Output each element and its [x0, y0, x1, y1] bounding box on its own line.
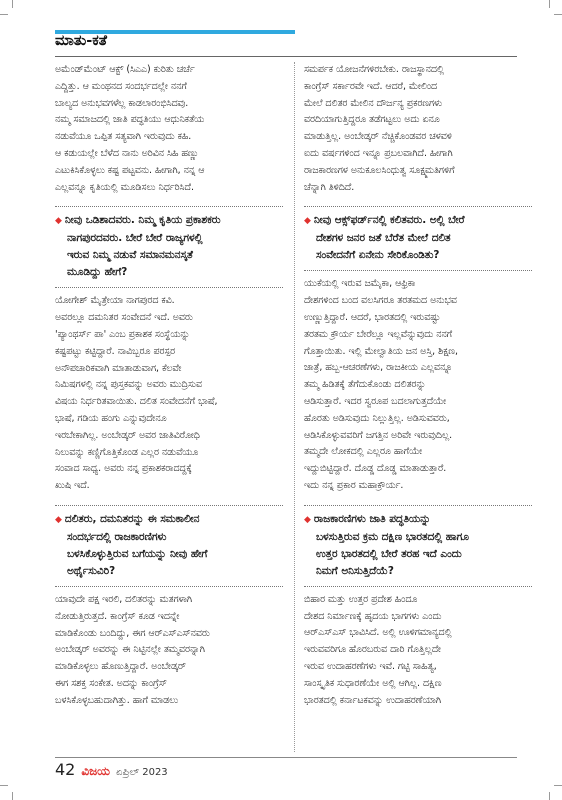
- question-text: ನಿಮಗೆ ಅನಿಸುತ್ತಿದೆಯೆ?: [316, 564, 394, 577]
- text-line: ಎಟುಕಿಸಿಕೊಳ್ಳಲು ಕಷ್ಟ ಪಟ್ಟವನು. ಹೀಗಾಗಿ, ನನ್ನ ಆ: [55, 164, 205, 176]
- text-line: ಕಷ್ಟಪಟ್ಟು ಕಟ್ಟಿದ್ದಾರೆ. ನಾವಿಬ್ಬರೂ ಪರಸ್ಪರ: [55, 345, 176, 357]
- text-line: ಭಾಷೆ, ಗಡಿಯ ಹಂಗು ಎನ್ನುವುದೇನೂ: [55, 412, 167, 424]
- text-line: ಇರುವ ಉದಾಹರಣೆಗಳು ಇವೆ. ಗಟ್ಟಿ ಸಾಹಿತ್ಯ,: [304, 660, 437, 672]
- question-text: ಅರ್ಥೈಸುವಿರಿ?: [67, 564, 116, 577]
- text-line: ಆರ್‌ಎಸ್‌ಎಸ್ ಭಾವಿಸಿದೆ. ಅಲ್ಲಿ ಊಳಿಗಮಾನ್ಯದಲ್ಲಿ: [304, 627, 452, 639]
- text-line: ಇದ್ದುಬಿಟ್ಟಿದ್ದಾರೆ. ದೊಡ್ಡ ದೊಡ್ಡ ಮಾತಾಡುತ್ತಾರೆ.: [304, 463, 447, 475]
- text-line: ಇರಬೇಕಾಗಿಲ್ಲ. ಅಂಬೇಡ್ಕರ್ ಅವರ ಜಾತಿವಿರೋಧಿ: [55, 429, 200, 441]
- answer-paragraph: [55, 592, 283, 710]
- question-text: ಸಂವೇದನೆಗೆ ಏನೇನು ಸೇರಿಕೊಂಡಿತು?: [316, 249, 440, 262]
- question-block: [55, 206, 283, 288]
- text-line: ತಮ್ಮ ಹಿಡಿತಕ್ಕೆ ತೆಗೆದುಕೊಂಡು ದಲಿತರನ್ನು: [304, 379, 426, 391]
- question-line: [55, 230, 283, 247]
- text-line: ಯೋಗೇಶ್ ಮೈತ್ರೇಯಾ ನಾಗಪುರದ ಕವಿ.: [55, 295, 175, 307]
- text-line: ಯಾವುದೇ ಪಕ್ಷ ಇರಲಿ, ದಲಿತರನ್ನು ಮತಗಳಾಗಿ: [55, 593, 193, 605]
- text-line: ತರತಮ ಕ್ರೌರ್ಯ ಬೇರೆಲ್ಲೂ ಇಲ್ಲವೆನ್ನುವುದು ನನಗೆ: [304, 328, 453, 340]
- text-line: ಹೊರತು ಅಡಿಸುವುದು ನಿಲ್ಲುತ್ತಿಲ್ಲ. ಅಡಿಸುವವರು,: [304, 412, 450, 424]
- question-text: ರಾಜಕಾರಣಿಗಳು ಜಾತಿ ಪದ್ಧತಿಯನ್ನು: [313, 512, 431, 525]
- text-line: ಸಮರ್ಪಕ ಯೋಜನೆಗಳಿರಬೇಕು. ರಾಜಸ್ಥಾನದಲ್ಲಿ: [304, 64, 444, 75]
- crop-mark: [554, 785, 562, 786]
- answer-paragraph: [304, 276, 532, 494]
- text-line: ಎದ್ದಿತ್ತು. ಆ ಮಂಥನದ ಸಂದರ್ಭದಲ್ಲೇ ನನಗೆ: [55, 80, 187, 92]
- crop-mark: [549, 0, 550, 8]
- text-line: ಆಡಿಸಿಕೊಳ್ಳುವವರಿಗೆ ಜಗತ್ತಿನ ಅರಿವೇ ಇರುವುದಿಲ್ಲ.: [304, 429, 453, 441]
- text-line: ಬಿಹಾರ ಮತ್ತು ಉತ್ತರ ಪ್ರದೇಶ ಹಿಂದೂ: [304, 593, 418, 605]
- text-line: ದೇಶಗಳಿಂದ ಬಂದ ವಲಸಿಗರೂ ತರತಮದ ಅನುಭವ: [304, 295, 457, 307]
- section-title: ಮಾತು-ಕತೆ: [55, 33, 108, 49]
- right-column: [304, 62, 532, 709]
- question-line: [55, 212, 283, 230]
- question-line: [55, 546, 283, 563]
- question-line: [304, 563, 532, 580]
- question-block: [55, 505, 283, 587]
- question-text: ಸಂದರ್ಭದಲ್ಲಿ ರಾಜಕಾರಣಿಗಳು: [67, 530, 167, 543]
- text-line: ಮೇಲೆ ದಲಿತರ ಮೇಲಿನ ದೌರ್ಜನ್ಯ ಪ್ರಕರಣಗಳು: [304, 97, 443, 109]
- question-text: ದಲಿತರು, ದಮನಿತರನ್ನು ಈ ಸಮಕಾಲೀನ: [64, 512, 200, 525]
- text-line: ಕಾಂಗ್ರೆಸ್ ಸರ್ಕಾರವೇ ಇದೆ. ಆದರೆ, ಮೇಲಿಂದ: [304, 80, 438, 92]
- column-divider: [294, 62, 295, 752]
- text-line: ಎಲ್ಲವನ್ನೂ ಕೃತಿಯಲ್ಲಿ ಮೂಡಿಸಲು ನಿರ್ಧರಿಸಿದೆ.: [55, 181, 194, 193]
- diamond-bullet-icon: ◆: [304, 216, 311, 227]
- text-line: ಈಗ ಸಶಕ್ತ ಸಂಕೇತ. ಅದನ್ನು ಕಾಂಗ್ರೆಸ್: [55, 677, 167, 689]
- question-text: ನಾಗಪುರದವರು. ಬೇರೆ ಬೇರೆ ರಾಜ್ಯಗಳಲ್ಲಿ: [67, 232, 203, 245]
- answer-paragraph: [55, 293, 283, 495]
- question-text: ದೇಶಗಳ ಜನರ ಜತೆ ಬೆರೆತ ಮೇಲೆ ದಲಿತ: [316, 232, 451, 245]
- question-text: ಇರುವ ನಿಮ್ಮ ನಡುವೆ ಸಮಾನಮನಸ್ಕತೆ: [67, 249, 193, 262]
- page-number: 42: [55, 760, 76, 779]
- question-line: [304, 529, 532, 546]
- text-line: ಆ ಕಡುಯಲ್ಲೇ ಬೆಳೆದ ನಾನು ಅರಿವಿನ ಸಿಹಿ ಹಣ್ಣು: [55, 147, 199, 159]
- question-text: ನೀವು ಒಡಿಶಾದವರು. ನಿಮ್ಮ ಕೃತಿಯ ಪ್ರಕಾಶಕರು: [64, 214, 221, 227]
- question-text: ಮೂಡಿದ್ದು ಹೇಗೆ?: [67, 266, 128, 279]
- magazine-logo: ವಿಜಯ: [81, 764, 111, 778]
- text-line: ವರದಿಯಾಗುತ್ತಿದ್ದರೂ ತಡೆಗಟ್ಟಲು ಅದು ಏನೂ: [304, 114, 440, 126]
- crop-mark: [12, 792, 13, 800]
- text-line: ಖುಷಿ ಇದೆ.: [55, 480, 90, 492]
- text-line: ಜಾತ್ರೆ, ಹಬ್ಬ-ಆಚರಣೆಗಳು, ರಾಜಕೀಯ ಎಲ್ಲವನ್ನೂ: [304, 362, 453, 374]
- text-line: ಯುಕೆಯಲ್ಲಿ ಇರುವ ಜಮೈಕಾ, ಆಫ್ರಿಕಾ: [304, 278, 416, 290]
- question-line: [55, 264, 283, 281]
- crop-mark: [0, 785, 8, 786]
- text-line: ನಡುವೆಯೂ ಒಪ್ಪಿತ ಸತ್ಯವಾಗಿ ಇರುವುದು ಕಹಿ.: [55, 131, 192, 143]
- footer-rule: [55, 757, 517, 758]
- text-line: ಅಮೆಂಡ್‌ಮೆಂಟ್ ಆಕ್ಟ್ (ಸಿಎಎ) ಕುರಿತು ಚರ್ಚೆ: [55, 64, 195, 75]
- text-line: ನಿಮಿಷಗಳಲ್ಲಿ ನನ್ನ ಪುಸ್ತಕವನ್ನು ಅವರು ಮುದ್ರಿಸುವ: [55, 379, 202, 391]
- question-line: [304, 212, 532, 230]
- answer-paragraph: [304, 592, 532, 710]
- diamond-bullet-icon: ◆: [304, 514, 311, 525]
- text-line: ಅಂಬೇಡ್ಕರ್ ಅವರನ್ನು ಈ ನಿಟ್ಟಿನಲ್ಲೇ ತಮ್ಮವರನ್ನಾಗಿ: [55, 644, 205, 656]
- question-line: [55, 529, 283, 546]
- text-line: ದೇಶದ ನಿರ್ಮಾಣಕ್ಕೆ ಹೃದಯ ಭಾಗಗಳು ಎಂದು: [304, 610, 442, 622]
- text-line: ಆಡಿಸುತ್ತಾರೆ. ಇದರ ಸ್ವರೂಪ ಬದಲಾಗುತ್ತದೆಯೇ: [304, 395, 447, 407]
- text-line: ಬಳಸಿಕೊಳ್ಳಬಹುದಾಗಿತ್ತು. ಹಾಗೆ ಮಾಡಲು: [55, 694, 179, 706]
- question-line: [304, 546, 532, 563]
- crop-mark: [0, 14, 8, 15]
- left-column: [55, 62, 283, 710]
- question-text: ಬಳಸಿಕೊಳ್ಳುತ್ತಿರುವ ಬಗೆಯನ್ನು ನೀವು ಹೇಗೆ: [67, 547, 208, 560]
- question-text: ಉತ್ತರ ಭಾರತದಲ್ಲಿ ಬೇರೆ ತರಹ ಇದೆ ಎಂದು: [316, 547, 462, 560]
- text-line: ಅನೌಪಚಾರಿಕವಾಗಿ ಮಾತಾಡುವಾಗ, ಕೆಲವೇ: [55, 362, 182, 374]
- text-line: ಸಂವಾದ ಸಾಧ್ಯ. ಅವರು ನನ್ನ ಪ್ರಕಾಶಕರಾದದ್ದಕ್ಕೆ: [55, 463, 192, 475]
- question-text: ನೀವು ಆಕ್ಸ್‌ಫರ್ಡ್‌ನಲ್ಲಿ ಕಲಿತವರು. ಅಲ್ಲಿ ಬೇರೆ: [313, 214, 465, 227]
- question-line: [55, 511, 283, 529]
- text-line: ಬಾಲ್ಯದ ಅನುಭವಗಳೆಲ್ಲ ಕಾಡಲಾರಂಭಿಸಿದವು.: [55, 97, 189, 109]
- crop-mark: [554, 14, 562, 15]
- text-line: ಭಾರತದಲ್ಲಿ ಕರ್ನಾಟಕವನ್ನು ಉದಾಹರಣೆಯಾಗಿ: [304, 694, 441, 706]
- text-line: ಮಾಡುತ್ತಿಲ್ಲ. ಅಂಬೇಡ್ಕರ್ ನೆಚ್ಚಿಕೊಂಡವರ ಚಳವಳಿ: [304, 131, 452, 143]
- text-line: ರಾಜಕಾರಣಗಳ ಅನುಕೂಲಸಿಂಧುತ್ವ ಸೂಕ್ಷ್ಮಮತಿಗಳಿಗೆ: [304, 164, 455, 176]
- text-line: ಗೊತ್ತಾಯಿತು. ಇಲ್ಲಿ ಮೇಲ್ವಾತಿಯ ಜನ ಅಸ್ತಿ, ಶಿಕ್ಷಣ,: [304, 345, 458, 357]
- diamond-bullet-icon: ◆: [55, 514, 62, 525]
- issue-date: ಏಪ್ರಿಲ್ 2023: [116, 767, 168, 778]
- text-line: ಮಾಡಿಕೊಂಡು ಬಂದಿದ್ದು, ಈಗ ಆರ್‌ಎಸ್‌ಎಸ್‌ನವರು: [55, 627, 210, 639]
- text-line: 'ಪ್ಯಾಂಥರ್ಸ್ ಪಾ' ಎಂಬ ಪ್ರಕಾಶಕ ಸಂಸ್ಥೆಯನ್ನು: [55, 328, 190, 340]
- text-line: ನಮ್ಮ ಸಮಾಜದಲ್ಲಿ ಜಾತಿ ಪದ್ಧತಿಯು ಆಧುನಿಕತೆಯ: [55, 114, 205, 126]
- text-line: ನಿಲುವನ್ನು ಕಣ್ಣಿಗೊತ್ತಿಕೊಂಡ ಎಲ್ಲರ ನಡುವೆಯೂ: [55, 446, 199, 458]
- text-line: ಇದು ನನ್ನ ಪ್ರಕಾರ ಮಹಾಕ್ರೌರ್ಯ.: [304, 479, 404, 491]
- question-line: [304, 230, 532, 247]
- page-footer: [55, 760, 168, 779]
- text-line: ಉಣ್ಣುತ್ತಿದ್ದಾರೆ. ಆದರೆ, ಭಾರತದಲ್ಲಿ ಇರುವಷ್ಟು: [304, 311, 441, 323]
- text-line: ವಿಷಯ ನಿರ್ಧರಿತವಾಯಿತು. ದಲಿತ ಸಂವೇದನೆಗೆ ಭಾಷೆ,: [55, 396, 218, 408]
- crop-mark: [12, 0, 13, 8]
- text-line: ಇರುವವರಿಗೂ ಹೊರಬರುವ ದಾರಿ ಗೊತ್ತಿಲ್ಲದೇ: [304, 644, 441, 656]
- text-line: ಚೆನ್ನಾಗಿ ತಿಳಿದಿದೆ.: [304, 181, 355, 193]
- text-line: ತಮ್ಮದೇ ಲೋಕದಲ್ಲಿ ಎಲ್ಲರೂ ಹಾಗೆಯೇ: [304, 446, 423, 458]
- diamond-bullet-icon: ◆: [55, 216, 62, 227]
- question-line: [55, 563, 283, 580]
- question-line: [304, 511, 532, 529]
- question-line: [304, 247, 532, 264]
- text-line: ಮಾಡಿಕೊಳ್ಳಲು ಹೊಣುತ್ತಿದ್ದಾರೆ. ಅಂಬೇಡ್ಕರ್: [55, 661, 186, 673]
- intro-paragraph: [55, 62, 283, 196]
- text-line: ಅವರಲ್ಲೂ ದಮನಿತರ ಸಂವೇದನೆ ಇದೆ. ಅವರು: [55, 312, 193, 324]
- question-text: ಬಳಸುತ್ತಿರುವ ಕ್ರಮ ದಕ್ಷಿಣ ಭಾರತದಲ್ಲಿ ಹಾಗೂ: [316, 530, 469, 543]
- question-block: [304, 206, 532, 271]
- text-line: ನೋಡುತ್ತಿರುತ್ತದೆ. ಕಾಂಗ್ರೆಸ್ ಕೂಡ ಇದನ್ನೇ: [55, 610, 180, 622]
- text-line: ಸಾಂಸ್ಕೃತಿಕ ಸುಧಾರಣೆಯೇ ಅಲ್ಲಿ ಆಗಿಲ್ಲ. ದಕ್ಷಿಣ: [304, 677, 442, 689]
- question-line: [55, 247, 283, 264]
- crop-mark: [549, 792, 550, 800]
- question-block: [304, 505, 532, 587]
- header-rule: [55, 56, 517, 57]
- text-line: ಐದು ವರ್ಷಗಳಿಂದ ಇನ್ನೂ ಪ್ರಬಲವಾಗಿದೆ. ಹೀಗಾಗಿ: [304, 147, 453, 159]
- intro-paragraph: [304, 62, 532, 196]
